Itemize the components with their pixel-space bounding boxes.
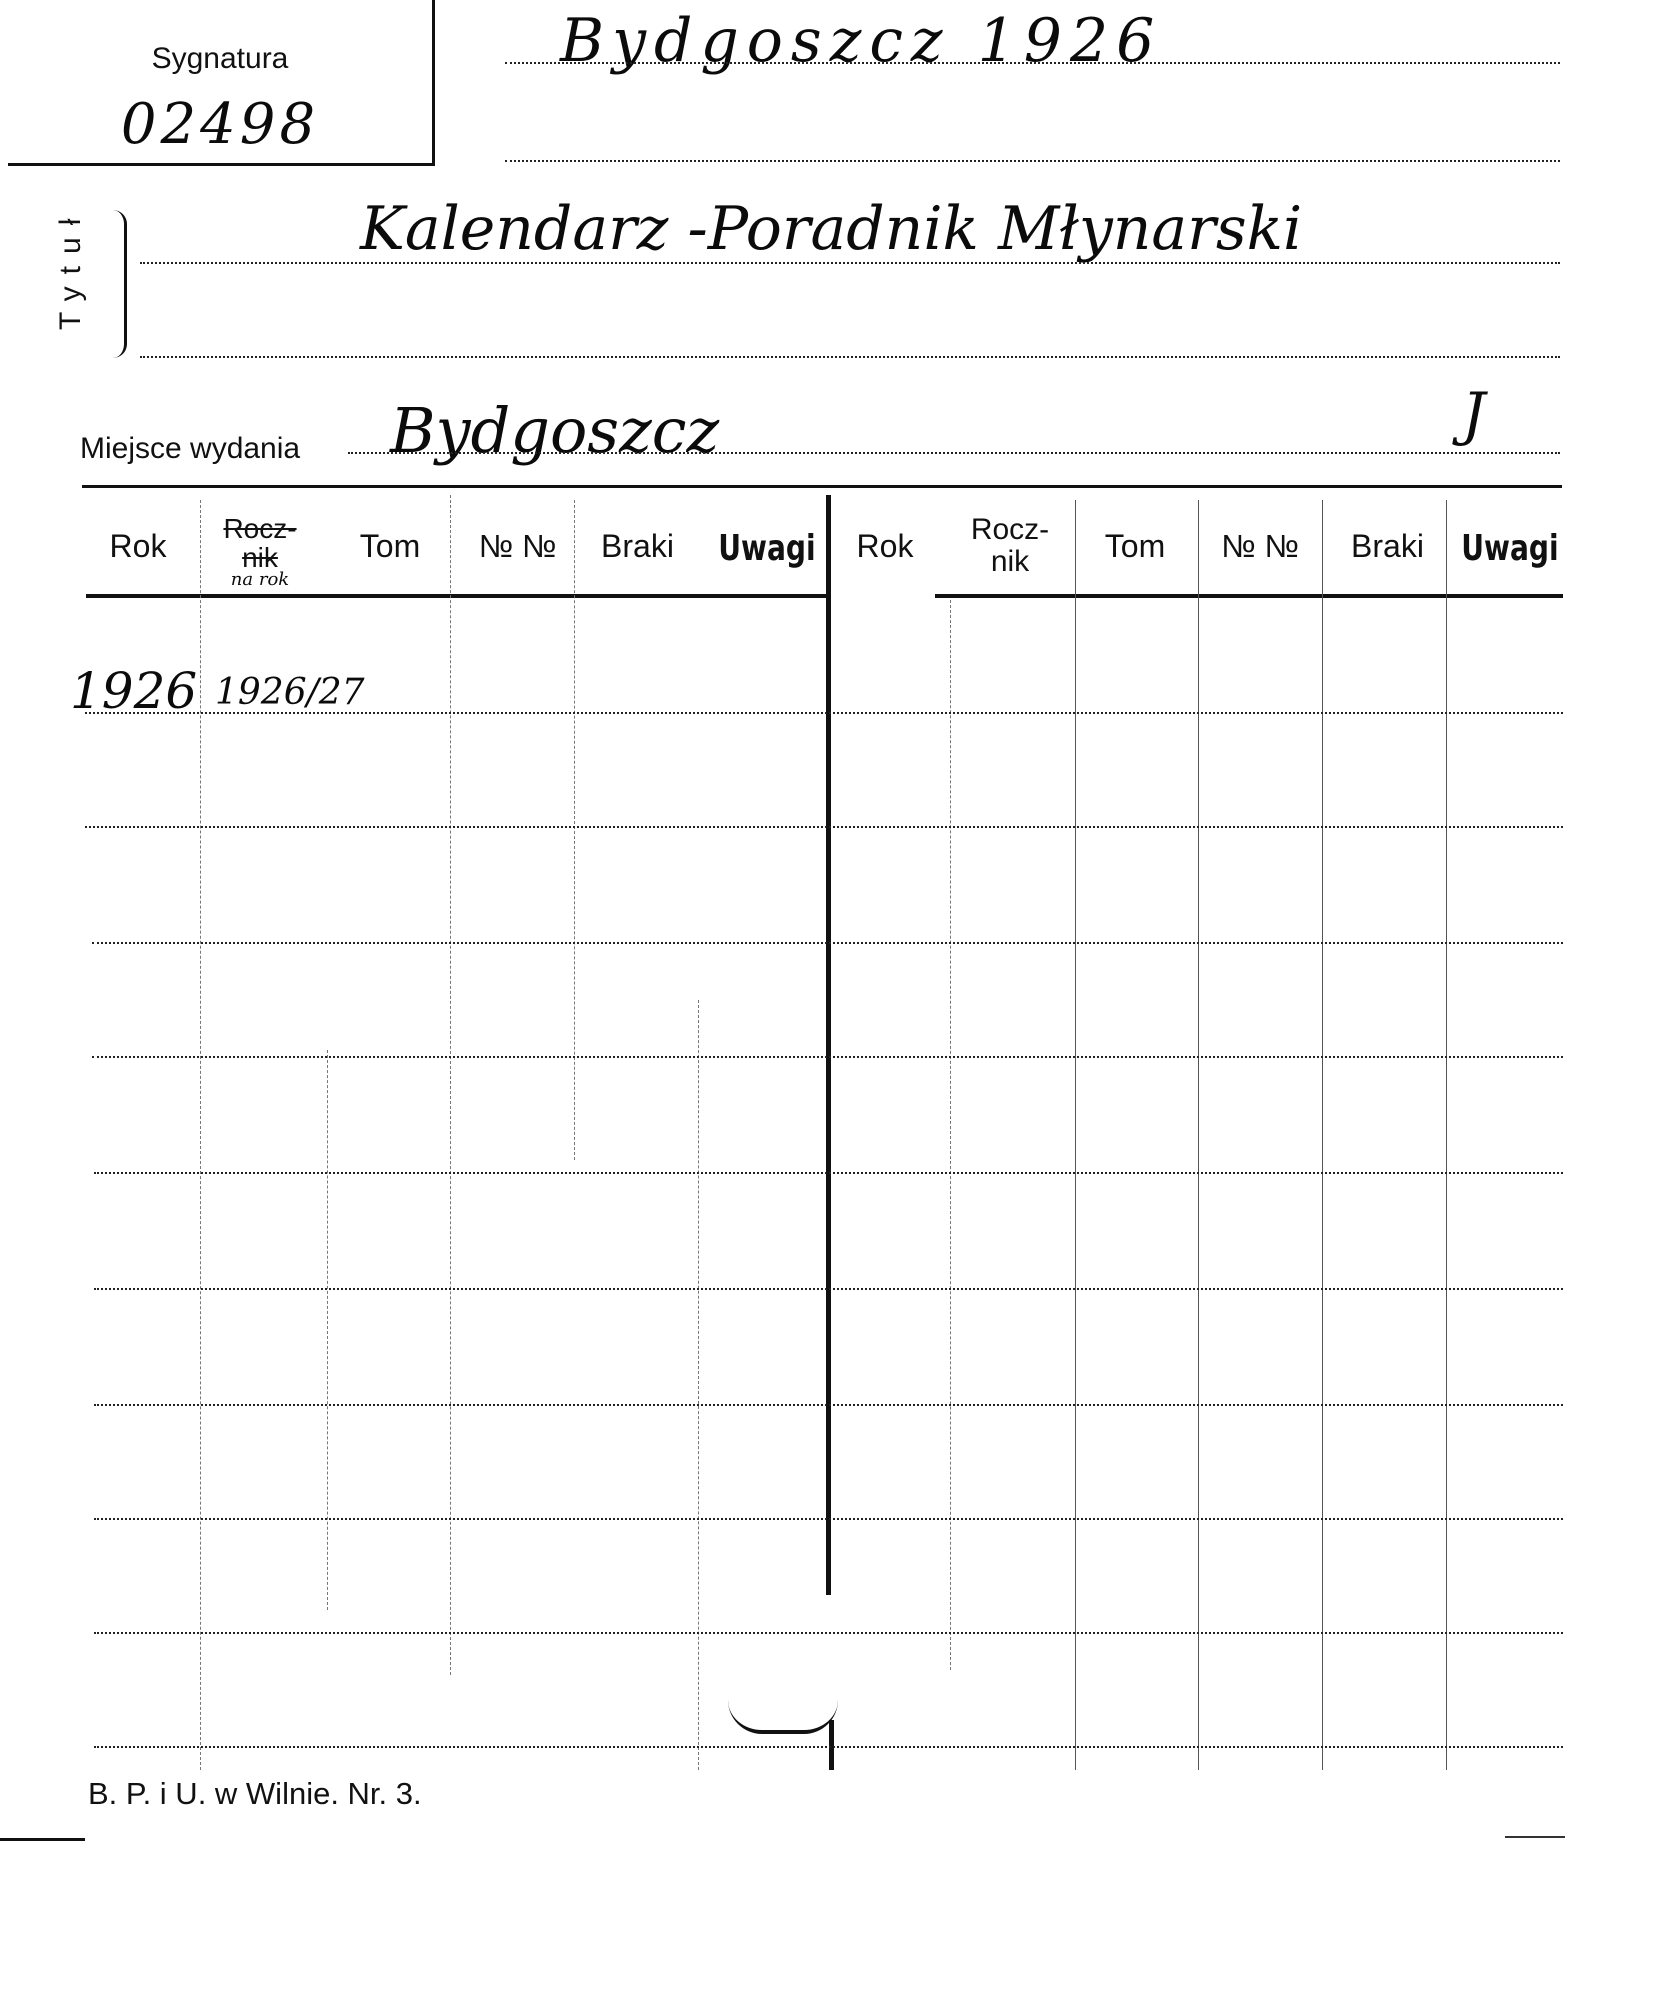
row-line-10 (94, 1746, 1563, 1748)
place-mark: J (1462, 380, 1486, 448)
header-rocznik-left-note: na rok (230, 568, 290, 590)
entry-rocznik: 1926/27 (215, 672, 365, 713)
col-sep-7 (1075, 500, 1076, 1770)
signature-label: Sygnatura (151, 42, 289, 75)
header-rule-right (935, 594, 1563, 598)
top-dotted-line-1 (505, 62, 1560, 64)
col-sep-2 (327, 1050, 328, 1610)
header-uwagi-left: Uwagi (718, 528, 816, 569)
footer-text: B. P. i U. w Wilnie. Nr. 3. (88, 1776, 422, 1811)
header-numery-left: № № (478, 528, 557, 564)
top-line-text: Bydgoszcz 1926 (560, 6, 1163, 76)
entry-rok: 1926 (70, 662, 198, 720)
title-dotted-line-1 (140, 262, 1560, 264)
header-rocznik-left (200, 514, 320, 590)
row-line-3 (92, 942, 1563, 944)
binding-hole-mark (728, 1700, 838, 1734)
row-line-6 (94, 1288, 1563, 1290)
place-dotted-line (348, 452, 1560, 454)
col-sep-4 (574, 500, 575, 1160)
row-line-5 (94, 1172, 1563, 1174)
header-braki-left: Braki (601, 528, 674, 564)
row-line-7 (94, 1404, 1563, 1406)
header-rok-right: Rok (856, 528, 914, 564)
header-rocznik-right: Rocz- nik (970, 513, 1050, 578)
col-sep-10 (1446, 500, 1447, 1770)
right-edge-mark (1505, 1836, 1565, 1838)
signature-box (8, 0, 435, 166)
header-rok-left: Rok (109, 528, 167, 564)
col-sep-8 (1198, 500, 1199, 1770)
col-sep-5 (698, 1000, 699, 1770)
table-top-rule (82, 485, 1562, 488)
col-sep-1 (200, 500, 201, 1770)
title-label: Tytuł (54, 206, 87, 330)
left-edge-mark (0, 1838, 85, 1841)
header-uwagi-right: Uwagi (1461, 528, 1559, 569)
center-divider-bottom (829, 1720, 834, 1770)
col-sep-3 (450, 495, 451, 1675)
header-braki-right: Braki (1351, 528, 1424, 564)
header-tom-right: Tom (1104, 528, 1166, 564)
title-value: Kalendarz -Poradnik Młynarski (360, 194, 1303, 264)
row-line-4 (92, 1056, 1563, 1058)
row-line-8 (94, 1518, 1563, 1520)
title-dotted-line-2 (140, 356, 1560, 358)
header-numery-right: № № (1221, 528, 1299, 564)
row-line-2 (85, 826, 1563, 828)
col-sep-6 (950, 600, 951, 1670)
row-line-9 (94, 1632, 1563, 1634)
header-rule-left (86, 594, 826, 598)
col-sep-9 (1322, 500, 1323, 1770)
center-divider (826, 495, 831, 1595)
place-value: Bydgoszcz (390, 394, 720, 467)
header-tom-left: Tom (359, 528, 421, 564)
header-rocznik-left-text: Rocz- nik (223, 513, 297, 574)
signature-number: 02498 (120, 92, 320, 157)
title-brace (110, 210, 127, 358)
top-dotted-line-2 (505, 160, 1560, 162)
place-label: Miejsce wydania (80, 432, 301, 465)
